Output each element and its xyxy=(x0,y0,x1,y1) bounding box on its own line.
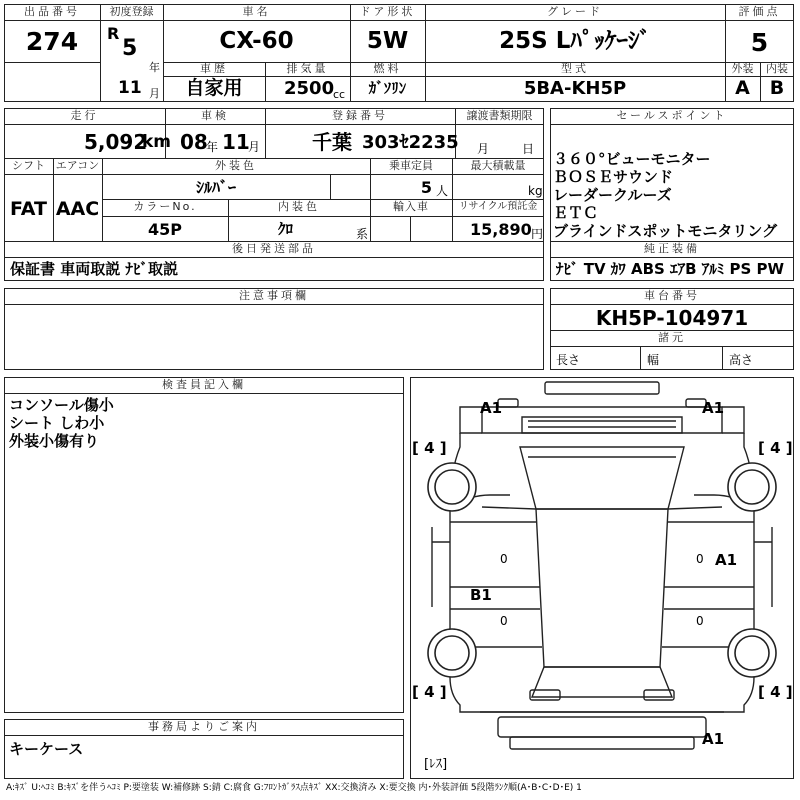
equipment-value: ﾅﾋﾞ TV ｶﾜ ABS ｴｱB ｱﾙﾐ PS PW xyxy=(556,260,785,278)
inspector-note: コンソール傷小 xyxy=(9,396,114,414)
insp-month: 11 xyxy=(222,130,250,154)
int-label: 内装 xyxy=(766,62,788,75)
insp-month-unit: 月 xyxy=(248,140,261,154)
notes-label: 注意事項欄 xyxy=(239,289,309,302)
ext-score: A xyxy=(735,77,750,99)
km-unit: km xyxy=(142,132,172,152)
mark-zero-left-2: 0 xyxy=(500,614,508,628)
mark-a1-front-right: A1 xyxy=(702,399,725,417)
max-load-label: 最大積載量 xyxy=(470,159,526,172)
reg-no-label: 登録番号 xyxy=(332,109,388,122)
mark-resu: [ﾚｽ] xyxy=(424,757,448,772)
insp-year-unit: 年 xyxy=(206,140,219,154)
sales-point-item: ＥＴＣ xyxy=(553,204,599,222)
sales-point-item: ブラインドスポットモニタリング xyxy=(553,222,778,240)
capacity-label: 乗車定員 xyxy=(389,159,433,172)
mark-a1-side: A1 xyxy=(715,551,738,569)
grade-label: グレード xyxy=(547,5,603,18)
legend-text: A:ｷｽﾞ U:ﾍｺﾐ B:ｷｽﾞを伴うﾍｺﾐ P:要塗装 W:補修跡 S:錆 C:腐食 G:ﾌﾛﾝﾄｶﾞﾗｽ点ｷｽﾞ XX:交換済み X:要交換 内･外装評価 5段階ﾗﾝｸ順(A･B･C･D･E) 1 xyxy=(6,783,582,793)
reg-number: 303ｾ2235 xyxy=(362,132,459,153)
transfer-doc-label: 譲渡書類期限 xyxy=(466,109,533,122)
score-value: 5 xyxy=(750,28,769,57)
ext-label: 外装 xyxy=(731,62,754,75)
doc-month-unit: 月 xyxy=(477,142,490,156)
length-label: 長さ xyxy=(556,353,581,367)
office-note: キーケース xyxy=(9,740,84,758)
mileage-value: 5,092 xyxy=(84,130,148,154)
inspector-note: シート しわ小 xyxy=(9,414,105,432)
year-unit: 年 xyxy=(149,61,160,74)
history-value: 自家用 xyxy=(185,77,243,99)
color-no-value: 45P xyxy=(148,220,182,239)
kei-unit: 系 xyxy=(356,227,369,241)
inspection-label: 車検 xyxy=(201,109,229,122)
import-label: 輸入車 xyxy=(393,200,429,213)
mark-a1-front-left: A1 xyxy=(480,399,503,417)
inspector-note: 外装小傷有り xyxy=(9,432,100,450)
kg-unit: kg xyxy=(528,184,543,198)
equipment-label: 純正装備 xyxy=(644,242,700,255)
recycle-value: 15,890 xyxy=(470,220,532,239)
later-parts-label: 後日発送部品 xyxy=(232,242,316,255)
mark-b1: B1 xyxy=(470,586,492,604)
mileage-label: 走行 xyxy=(70,109,99,122)
doc-day-unit: 日 xyxy=(522,142,535,156)
sales-point-label: セールスポイント xyxy=(616,109,728,122)
fuel-label: 燃料 xyxy=(373,62,402,75)
aircon-value: AAC xyxy=(55,198,100,220)
mark-zero-left: 0 xyxy=(500,552,508,566)
reg-year: 5 xyxy=(122,36,138,61)
score-label: 評価点 xyxy=(738,5,781,18)
displacement-value: 2500 xyxy=(284,78,335,99)
height-label: 高さ xyxy=(729,353,754,367)
reg-area: 千葉 xyxy=(312,130,352,154)
sales-point-item: ＢＯＳＥサウンド xyxy=(553,168,674,186)
model-label: 型式 xyxy=(561,62,589,75)
sales-point-item: レーダークルーズ xyxy=(553,186,672,204)
lot-label: 出品番号 xyxy=(24,5,80,18)
mark-zero-right: 0 xyxy=(696,552,704,566)
door-label: ドア形状 xyxy=(359,5,416,18)
tire-rear-left: [ 4 ] xyxy=(412,683,447,701)
reg-month: 11 xyxy=(118,78,142,98)
person-unit: 人 xyxy=(436,184,449,198)
model-value: 5BA-KH5P xyxy=(523,78,627,99)
history-label: 車歴 xyxy=(200,62,228,75)
aircon-label: エアコン xyxy=(55,159,100,172)
month-unit: 月 xyxy=(149,87,160,100)
fuel-value: ｶﾞｿﾘﾝ xyxy=(368,79,407,97)
chassis-number: KH5P-104971 xyxy=(595,306,749,330)
tire-front-left: [ 4 ] xyxy=(412,439,447,457)
color-no-label: カラーNo. xyxy=(133,200,197,213)
insp-year: 08 xyxy=(180,130,208,154)
int-color-label: 内装色 xyxy=(278,200,320,213)
car-diagram xyxy=(410,377,794,779)
recycle-label: リサイクル預託金 xyxy=(458,201,538,212)
first-reg-label: 初度登録 xyxy=(109,5,154,18)
shift-label: シフト xyxy=(12,159,45,172)
car-name-label: 車名 xyxy=(242,5,271,18)
chassis-label: 車台番号 xyxy=(644,289,700,302)
yen-unit: 円 xyxy=(531,227,544,241)
office-label: 事務局よりご案内 xyxy=(148,720,260,733)
mark-zero-right-2: 0 xyxy=(696,614,704,628)
mark-a1-rear: A1 xyxy=(702,730,725,748)
int-color-value: ｸﾛ xyxy=(277,220,293,238)
car-name: CX-60 xyxy=(219,28,294,54)
ext-color-value: ｼﾙﾊﾞｰ xyxy=(195,178,236,197)
cc-unit: cc xyxy=(333,88,346,101)
tire-front-right: [ 4 ] xyxy=(758,439,793,457)
later-parts-value: 保証書 車両取説 ﾅﾋﾞ取説 xyxy=(10,260,178,278)
sales-point-item: ３６０°ビューモニター xyxy=(553,150,711,168)
shift-value: FAT xyxy=(10,198,47,220)
dims-label: 諸元 xyxy=(658,331,686,344)
tire-rear-right: [ 4 ] xyxy=(758,683,793,701)
door-type: 5W xyxy=(366,28,409,54)
ext-color-label: 外装色 xyxy=(215,159,257,172)
lot-number: 274 xyxy=(25,27,79,56)
int-score: B xyxy=(769,77,785,99)
inspector-label: 検査員記入欄 xyxy=(162,378,246,391)
width-label: 幅 xyxy=(647,353,660,367)
displacement-label: 排気量 xyxy=(286,62,329,75)
grade-value: 25S Lﾊﾟｯｹｰｼﾞ xyxy=(499,28,651,54)
reiwa-mark: R xyxy=(107,24,120,43)
capacity-value: 5 xyxy=(420,178,432,197)
